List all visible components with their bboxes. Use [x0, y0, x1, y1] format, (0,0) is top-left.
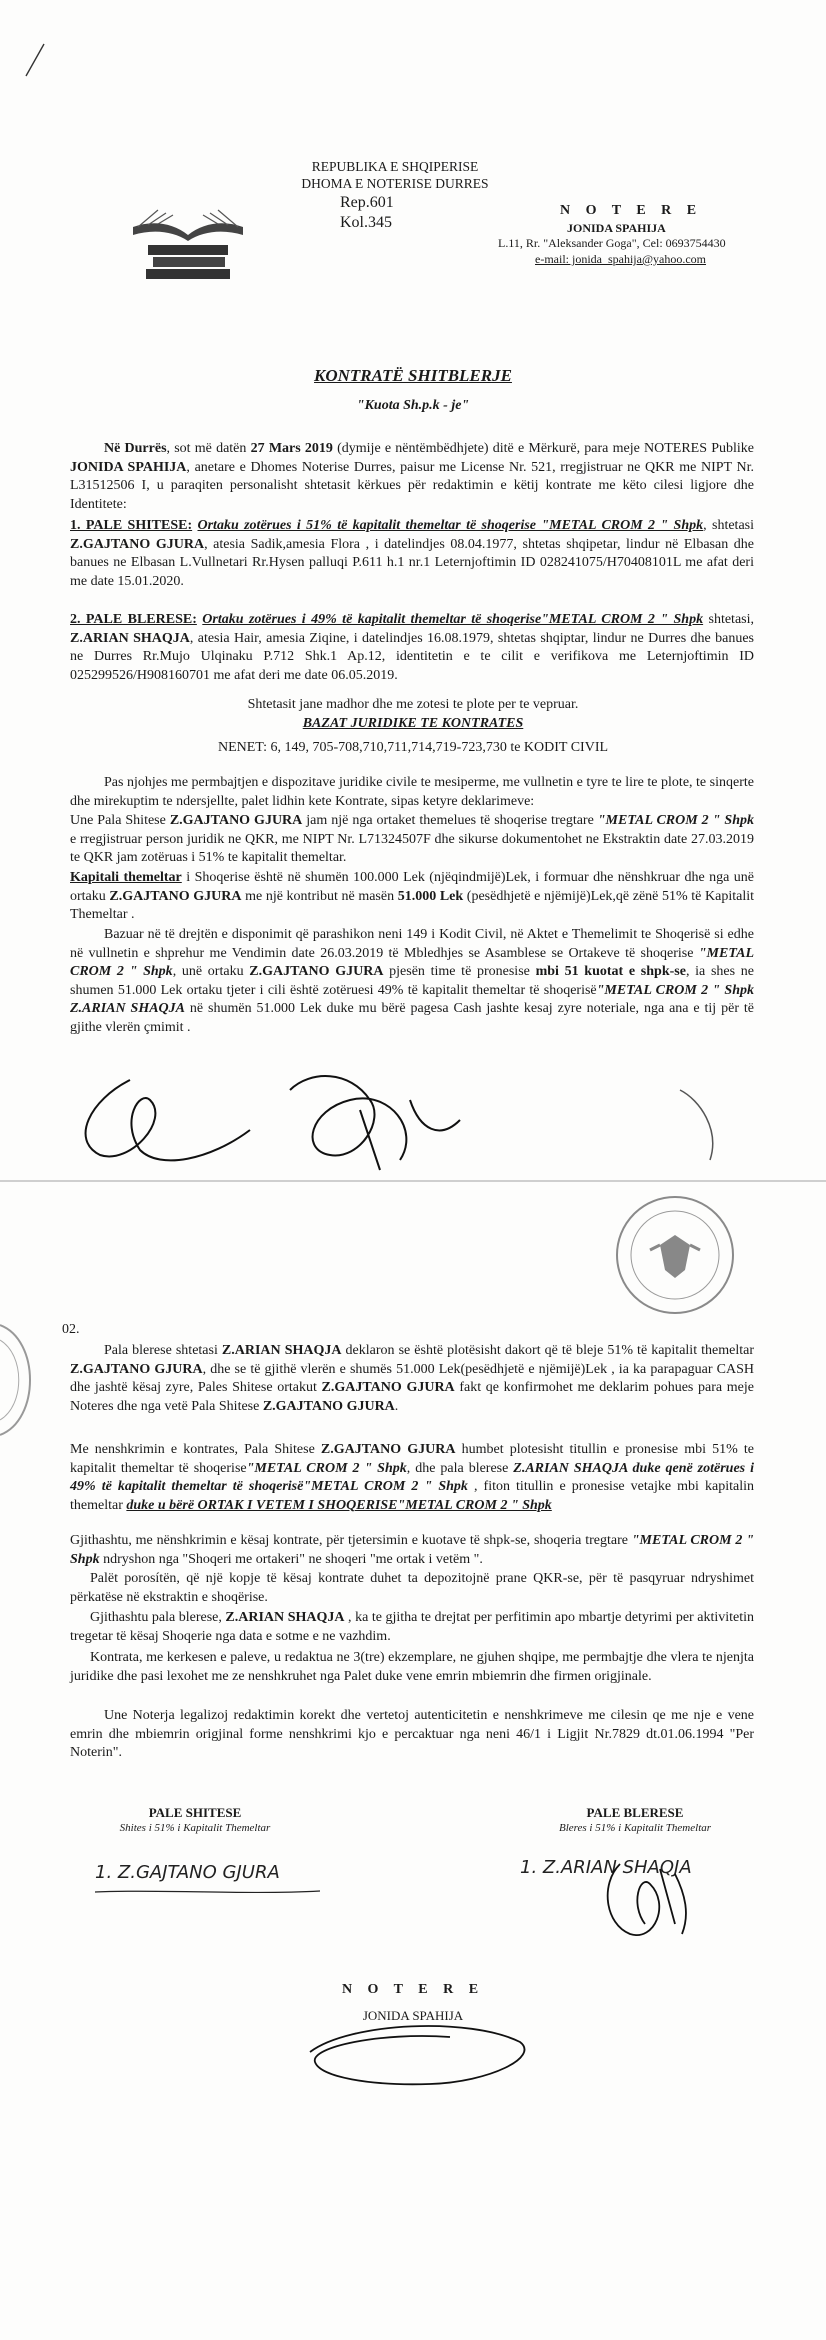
document-subtitle: "Kuota Sh.p.k - je" — [356, 398, 470, 413]
body-paragraph-4: Bazuar në të drejtën e disponimit që parashikon neni 149 i Kodit Civil, në Aktet e Themelimit te Shoqerisë si edhe në vullnetin e shprehur me Vendimin date 26.03.2019 të Mbledhjes se Asamblese se Ortakeve të shoqerise "METAL CROM 2 " Shpk, unë ortaku Z.GAJTANO GJURA pjesën time të pronesise mbi 51 kuotat e shpk-se, ia shes ne shumen 51.000 Lek ortaku tjeter i cili është zotëruesi 49% të kapitalit themeltar të shoqerisë"METAL CROM 2 " Shpk Z.ARIAN SHAQJA në shumën 51.000 Lek duke mu bërë pagesa Cash jashte kesaj zyre noteriale, nga ana e tij për të gjithe vlerën çmimit . — [70, 927, 754, 1035]
header-rep: Rep.601 — [340, 194, 394, 211]
notary-address: L.11, Rr. "Aleksander Goga", Cel: 0693754430 — [498, 236, 726, 250]
seller-signature-line — [95, 1887, 325, 1897]
notary-name: JONIDA SPAHIJA — [567, 221, 666, 235]
pen-mark — [20, 40, 50, 80]
legal-basis: NENET: 6, 149, 705-708,710,711,714,719-723,730 te KODIT CIVIL — [217, 740, 609, 755]
signatures-page-1 — [60, 1060, 780, 1180]
header-chamber: DHOMA E NOTERISE DURRES — [301, 176, 489, 191]
capacity-line: Shtetasit jane madhor dhe me zotesi te plote per te vepruar. — [247, 697, 579, 712]
header-republic: REPUBLIKA E SHQIPERISE — [311, 159, 479, 174]
page-2 — [0, 1180, 826, 2340]
legal-basis-title: BAZAT JURIDIKE TE KONTRATES — [302, 716, 524, 731]
buyer-handwritten-name: 1. Z.ARIAN SHAQJA — [520, 1857, 692, 1878]
buyer-signature-subtitle: Bleres i 51% i Kapitalit Themeltar — [558, 1822, 712, 1834]
buyer-signature-scribble — [590, 1854, 700, 1944]
document-title: KONTRATË SHITBLERJE — [314, 366, 512, 385]
p2-paragraph-7: Une Noterja legalizoj redaktimin korekt dhe vertetoj autenticitetin e nenshkrimeve me cilesin qe me nje e vene emrin dhe mbiemrin origjinal forme nenshkrimi kjo e percaktuar nga neni 46/1 i Ligjit Nr.7829 dt.01.06.1994 "Per Noterin". — [70, 1708, 754, 1760]
body-paragraph-1: Pas njohjes me permbajtjen e dispozitave juridike civile te mesiperme, me vullnetin e tyre te lire te plote, te sinqerte dhe mirekuptim te ndersjellte, palet lidhin kete Kontrate, sipas ketyre deklarimeve: — [70, 775, 754, 809]
p2-paragraph-6: Kontrata, me kerkesen e paleve, u redaktua ne 3(tre) ekzemplare, ne gjuhen shqipe, me permbajtje dhe vlera te njenjta juridike dhe pasi lexohet me ze nenshkruhet nga Palet duke vene emrin mbiemrin dhe firmen origjinale. — [70, 1650, 754, 1684]
seller-signature-title: PALE SHITESE — [148, 1805, 242, 1820]
notary-signature-scribble — [290, 2012, 550, 2102]
p2-paragraph-1: Pala blerese shtetasi Z.ARIAN SHAQJA deklaron se është plotësisht dakort që të bleje 51% të kapitalit themeltar Z.GAJTANO GJURA, dhe se të gjithë vlerën e shumës 51.000 Lek(pesëdhjetë e njëmijë)Lek , ia ka parapaguar CASH dhe jashtë kësaj zyre, Pales Shitese ortakut Z.GAJTANO GJURA fakt qe konfirmohet me deklarim pohues para meje Noteres dhe nga vetë Pala Shitese Z.GAJTANO GJURA. — [70, 1343, 754, 1414]
notary-signature-name: JONIDA SPAHIJA — [362, 2008, 464, 2023]
seller-handwritten-name: 1. Z.GAJTANO GJURA — [95, 1862, 280, 1883]
books-logo-icon — [128, 205, 248, 285]
notary-email: e-mail: jonida_spahija@yahoo.com — [535, 252, 707, 266]
notary-signature-title: N O T E R E — [341, 1982, 485, 1997]
body-paragraph-2: Une Pala Shitese Z.GAJTANO GJURA jam një nga ortaket themelues të shoqerise tregtare "METAL CROM 2 " Shpk e rregjistruar person juridik ne QKR, me NIPT Nr. L71324507F dhe sikurse dokumentohet ne Ekstraktin date 27.03.2019 te QKR jam zotëruas i 51% te kapitalit themeltar. — [70, 813, 754, 865]
party-seller: 1. PALE SHITESE: Ortaku zotërues i 51% të kapitalit themeltar të shoqerise "METAL CROM 2 " Shpk, shtetasi Z.GAJTANO GJURA, atesia Sadik,amesia Flora , i datelindjes 08.04.1977, shtetas shqipetar, lindur në Elbasan dhe banues ne Elbasan L.Vullnetari Rr.Hysen palluqi P.611 h.1 nr.1 Leternjoftimin ID 028241075/H70408101L me afat deri me date 15.01.2020. — [70, 518, 755, 589]
header-kol: Kol.345 — [340, 214, 392, 231]
buyer-signature-title: PALE BLERESE — [586, 1805, 684, 1820]
seller-signature-subtitle: Shites i 51% i Kapitalit Themeltar — [119, 1822, 271, 1834]
page-number: 02. — [62, 1322, 80, 1337]
p2-paragraph-2: Me nenshkrimin e kontrates, Pala Shitese Z.GAJTANO GJURA humbet plotesisht titullin e pronesise mbi 51% te kapitalit themeltar të shoqerise"METAL CROM 2 " Shpk, dhe pala blerese Z.ARIAN SHAQJA duke qenë zotërues i 49% të kapitalit themeltar të shoqerisë"METAL CROM 2 " Shpk , fiton titullin e pronesise vetajke mbi kapitalin themeltar duke u bërë ORTAK I VETEM I SHOQERISE"METAL CROM 2 " Shpk — [70, 1442, 755, 1513]
notary-title: N O T E R E — [560, 203, 703, 218]
party-buyer: 2. PALE BLERESE: Ortaku zotërues i 49% të kapitalit themeltar të shoqerise"METAL CROM 2 " Shpk shtetasi, Z.ARIAN SHAQJA, atesia Hair, amesia Ziqine, i datelindjes 16.08.1979, shtetas shqiptar, lindur ne Durres dhe banues ne Durres Rr.Mujo Ulqinaku P.712 Shk.1 Ap.12, identitetin e te cilit e verifikova me Leternjoftimin ID 025299526/H908160701 me afat deri me date 06.05.2019. — [70, 612, 755, 683]
notary-stamp-icon — [610, 1190, 740, 1320]
p2-paragraph-3: Gjithashtu, me nënshkrimin e kësaj kontrate, për tjetersimin e kuotave të shpk-se, shoqeria tregtare "METAL CROM 2 " Shpk ndryshon nga "Shoqeri me ortakeri" ne shoqeri "me ortak i vetëm ". — [70, 1533, 754, 1567]
intro-paragraph: Në Durrës, sot më datën 27 Mars 2019 (dymije e nëntëmbëdhjete) ditë e Mërkurë, para meje NOTERES Publike JONIDA SPAHIJA, anetare e Dhomes Noterise Durres, paisur me License Nr. 521, rregjistruar ne QKR me NIPT Nr. L31512506 I, u paraqiten personalisht shtetasit kërkues për redaktimin e këtij kontrate me këto cilesi ligjore dhe Identitete: — [70, 441, 754, 512]
partial-stamp-icon — [0, 1320, 40, 1440]
p2-paragraph-4: Palët porosítën, që një kopje të kësaj kontrate duhet ta depozitojnë prane QKR-se, për të pasqyruar ndryshimet përkatëse në ekstraktin e shoqërise. — [70, 1571, 754, 1605]
p2-paragraph-5: Gjithashtu pala blerese, Z.ARIAN SHAQJA , ka te gjitha te drejtat per perfitimin apo mbartje detyrimi per aktivitetin tregetar të kësaj Shoqerie nga data e sotme e ne vazhdim. — [70, 1610, 754, 1644]
body-paragraph-3: Kapitali themeltar i Shoqerise është në shumën 100.000 Lek (njëqindmijë)Lek, i formuar dhe nënshkruar dhe nga unë ortaku Z.GAJTANO GJURA me një kontribut në masën 51.000 Lek (pesëdhjetë e njëmijë)Lek,që zënë 51% të Kapitalit Themeltar . — [70, 870, 755, 922]
